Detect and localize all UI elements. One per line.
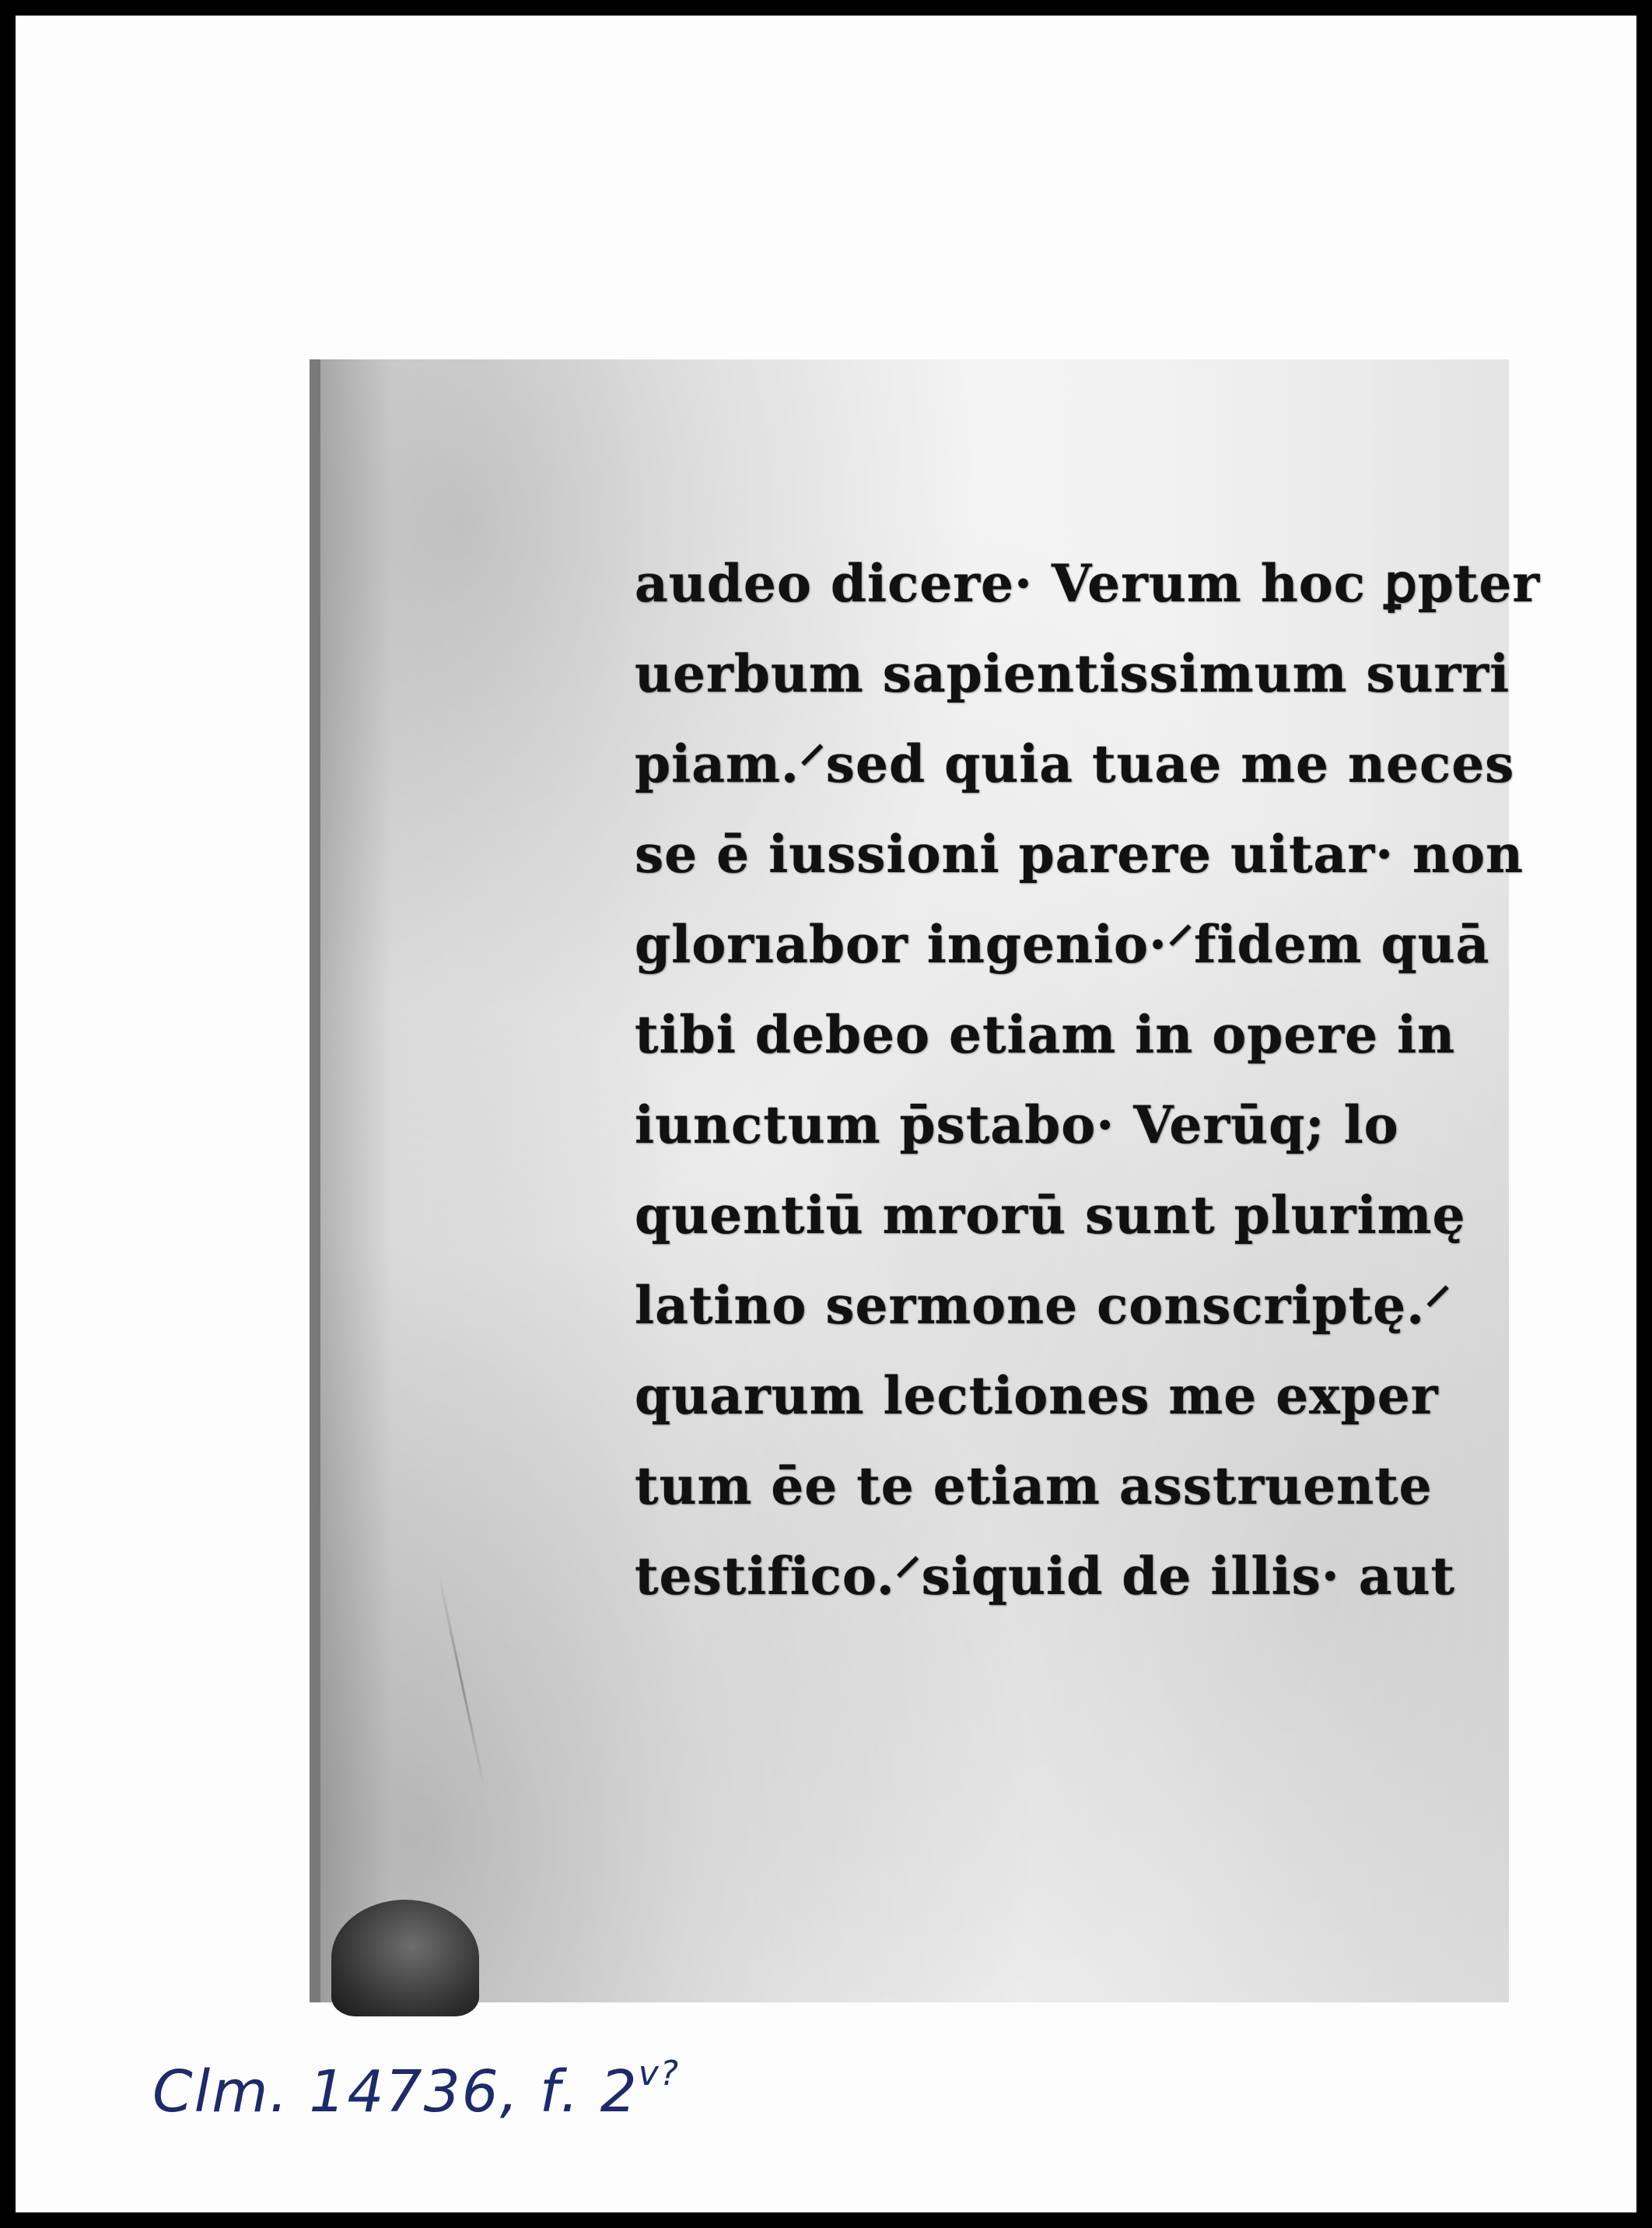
manuscript-folio	[310, 359, 1541, 2002]
text-line: quarum lectiones me exper	[635, 1365, 1439, 1426]
shelfmark-annotation	[152, 2054, 680, 2125]
text-line: glorıabor ingenio·⸍fidem quā	[635, 914, 1490, 975]
shelfmark-superscript: v?	[638, 2054, 681, 2093]
manuscript-text	[635, 538, 1541, 1621]
text-line: piam.⸍sed quia tuae me neces	[635, 734, 1515, 794]
text-line: audeo dicere· Verum hoc ꝑpter	[635, 553, 1541, 614]
parchment-crease	[438, 1575, 485, 1789]
text-line: tum ēe te etiam asstruente	[635, 1456, 1433, 1516]
text-line: quentiū mrorū sunt plurimę	[635, 1185, 1466, 1245]
shelfmark-text: Clm. 14736, f. 2	[152, 2058, 639, 2125]
text-line: tibi debeo etiam in opere in	[635, 1004, 1456, 1065]
text-line: latino sermone conscriptę.⸍	[635, 1275, 1452, 1336]
text-line: uerbum sapientissimum surri	[635, 643, 1510, 704]
photo-mount	[16, 16, 1636, 2212]
text-line: se ē iussioni parere uitar· non	[635, 824, 1524, 885]
text-line: iunctum p̄stabo· Verūq; lo	[635, 1095, 1399, 1155]
holding-thumb	[331, 1900, 479, 2016]
text-line: testifico.⸍siquid de illis· aut	[635, 1546, 1455, 1606]
